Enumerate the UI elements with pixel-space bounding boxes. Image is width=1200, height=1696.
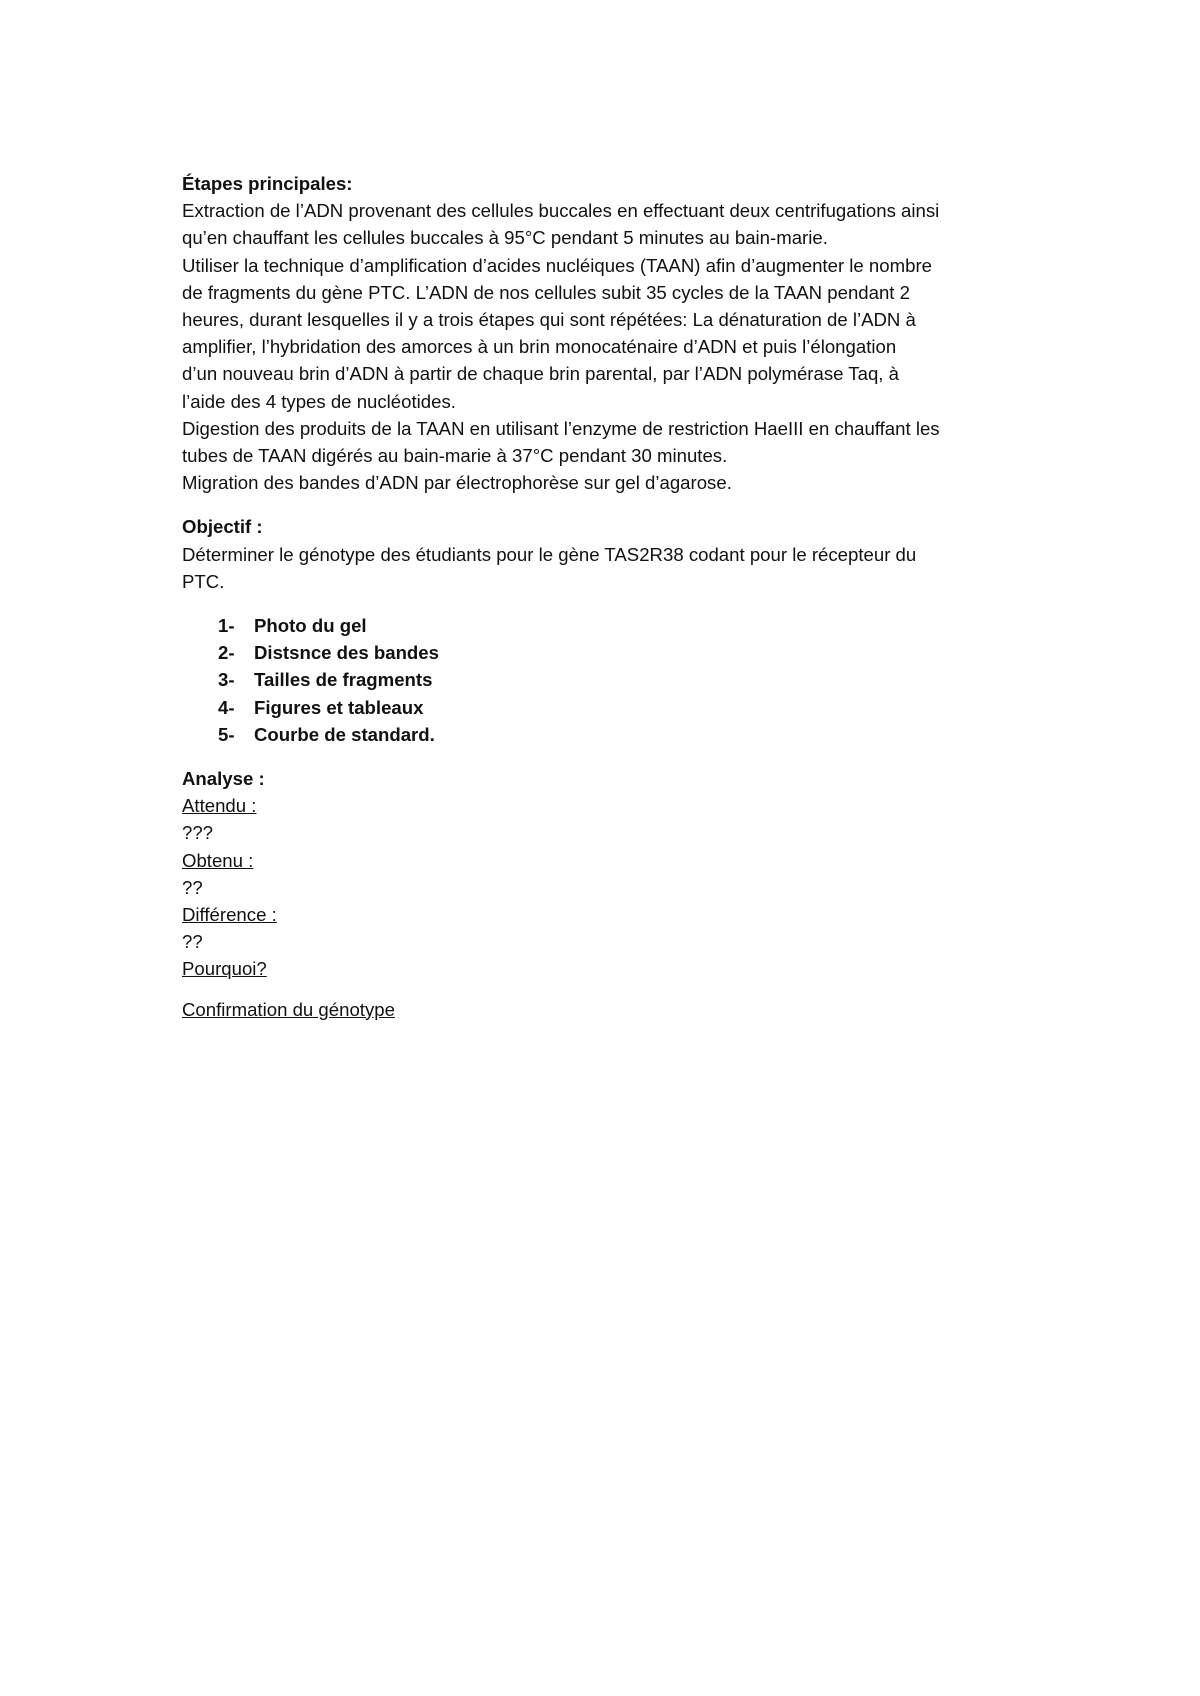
objectif-heading: Objectif : xyxy=(182,516,263,538)
numbered-list xyxy=(182,612,1032,748)
document-body xyxy=(182,170,1032,1023)
confirmation-label: Confirmation du génotype xyxy=(182,998,395,1020)
etapes-line: tubes de TAAN digérés au bain-marie à 37°C pendant 30 minutes. xyxy=(182,445,728,467)
etapes-line: Utiliser la technique d’amplification d’acides nucléiques (TAAN) afin d’augmenter le nombre xyxy=(182,254,932,276)
etapes-line: amplifier, l’hybridation des amorces à un brin monocaténaire d’ADN et puis l’élongation xyxy=(182,336,897,358)
list-number: 3- xyxy=(218,669,235,691)
attendu-value: ??? xyxy=(182,822,214,844)
list-item xyxy=(218,666,1032,693)
pourquoi-label: Pourquoi? xyxy=(182,958,267,980)
etapes-line: heures, durant lesquelles il y a trois étapes qui sont répétées: La dénaturation de l’ADN à xyxy=(182,309,916,331)
spacer xyxy=(182,496,1032,513)
analyse-heading: Analyse : xyxy=(182,768,265,790)
difference-value: ?? xyxy=(182,931,203,953)
etapes-line: de fragments du gène PTC. L’ADN de nos cellules subit 35 cycles de la TAAN pendant 2 xyxy=(182,281,910,303)
objectif-line: Déterminer le génotype des étudiants pour le gène TAS2R38 codant pour le récepteur du xyxy=(182,543,917,565)
etapes-line: l’aide des 4 types de nucléotides. xyxy=(182,390,456,412)
list-number: 5- xyxy=(218,723,235,745)
etapes-line: Migration des bandes d’ADN par électrophorèse sur gel d’agarose. xyxy=(182,472,732,494)
list-number: 4- xyxy=(218,696,235,718)
list-item xyxy=(218,694,1032,721)
etapes-heading: Étapes principales: xyxy=(182,173,353,194)
list-text: Tailles de fragments xyxy=(254,669,433,691)
etapes-line: d’un nouveau brin d’ADN à partir de chaque brin parental, par l’ADN polymérase Taq, à xyxy=(182,363,899,385)
list-item xyxy=(218,612,1032,639)
etapes-line: Digestion des produits de la TAAN en utilisant l’enzyme de restriction HaeIII en chauffant les xyxy=(182,417,940,439)
attendu-label: Attendu : xyxy=(182,795,257,817)
obtenu-value: ?? xyxy=(182,876,203,898)
list-item xyxy=(218,639,1032,666)
list-text: Distsnce des bandes xyxy=(254,642,439,664)
difference-label: Différence : xyxy=(182,904,277,926)
list-number: 2- xyxy=(218,642,235,664)
spacer xyxy=(182,983,1032,996)
list-text: Figures et tableaux xyxy=(254,696,424,718)
list-item xyxy=(218,721,1032,748)
spacer xyxy=(182,748,1032,765)
list-number: 1- xyxy=(218,615,235,637)
etapes-line: qu’en chauffant les cellules buccales à 95°C pendant 5 minutes au bain-marie. xyxy=(182,227,828,249)
spacer xyxy=(182,595,1032,612)
etapes-line: Extraction de l’ADN provenant des cellules buccales en effectuant deux centrifugations ainsi xyxy=(182,200,940,222)
list-text: Photo du gel xyxy=(254,615,367,637)
objectif-line: PTC. xyxy=(182,570,225,592)
list-text: Courbe de standard. xyxy=(254,723,435,745)
obtenu-label: Obtenu : xyxy=(182,849,254,871)
